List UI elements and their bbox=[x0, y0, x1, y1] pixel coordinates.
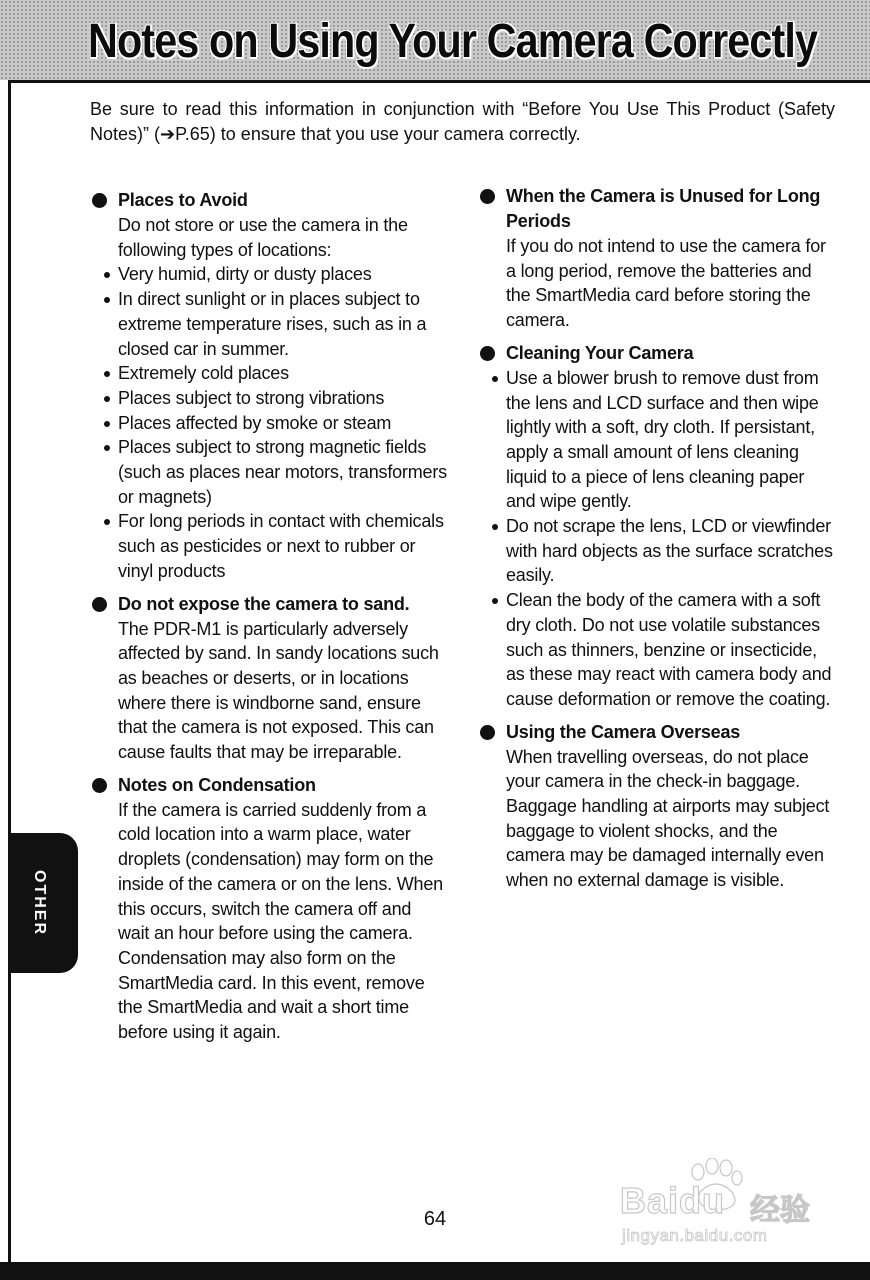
small-bullet-icon bbox=[492, 524, 498, 530]
list-item: Clean the body of the camera with a soft dry cloth. Do not use volatile substances such as thinners, benzine or insecticide, as these may react with camera body and cause deformation or remove the coating. bbox=[506, 588, 835, 712]
watermark-brand: Baidu bbox=[620, 1180, 726, 1221]
section-heading-text: Notes on Condensation bbox=[118, 774, 316, 795]
list-item: Places affected by smoke or steam bbox=[118, 411, 447, 436]
watermark-url: jingyan.baidu.com bbox=[622, 1226, 768, 1245]
list-item: For long periods in contact with chemicals such as pesticides or next to rubber or vinyl products bbox=[118, 509, 447, 583]
small-bullet-icon bbox=[104, 519, 110, 525]
section-unused-long-periods bbox=[480, 184, 835, 333]
section-body: If you do not intend to use the camera for a long period, remove the batteries and the SmartMedia card before storing the camera. bbox=[506, 236, 826, 331]
small-bullet-icon bbox=[104, 396, 110, 402]
list-item: Places subject to strong vibrations bbox=[118, 386, 447, 411]
small-bullet-icon bbox=[104, 371, 110, 377]
section-sand bbox=[92, 592, 447, 765]
bullet-dot-icon bbox=[92, 778, 107, 793]
side-tab-label: OTHER bbox=[31, 870, 48, 936]
bullet-dot-icon bbox=[480, 346, 495, 361]
list-item: In direct sunlight or in places subject to extreme temperature rises, such as in a closed car in summer. bbox=[118, 287, 447, 361]
list-item: Extremely cold places bbox=[118, 361, 447, 386]
section-heading bbox=[480, 720, 835, 745]
section-heading bbox=[480, 184, 835, 234]
section-heading-text: Places to Avoid bbox=[118, 190, 248, 210]
list-item: Places subject to strong magnetic fields (such as places near motors, transformers or magnets) bbox=[118, 435, 447, 509]
section-body: When travelling overseas, do not place your camera in the check-in baggage. Baggage handling at airports may subject baggage to violent shocks, and the camera may be damaged internally even when no external damage is visible. bbox=[506, 746, 830, 891]
section-body: Do not store or use the camera in the following types of locations: bbox=[118, 215, 408, 260]
header-rule bbox=[10, 80, 870, 83]
small-bullet-icon bbox=[492, 376, 498, 382]
list-item: Do not scrape the lens, LCD or viewfinder with hard objects as the surface scratches easily. bbox=[506, 514, 835, 588]
places-list bbox=[92, 262, 447, 583]
watermark-chinese: 经验 bbox=[750, 1194, 810, 1227]
section-body: The PDR-M1 is particularly adversely affected by sand. In sandy locations such as beaches or deserts, or in locations where there is windborne sand, ensure that the camera is not exposed. This can cause faults that may be irreparable. bbox=[118, 618, 439, 763]
section-condensation bbox=[92, 773, 447, 1045]
section-heading-text: Using the Camera Overseas bbox=[506, 721, 741, 742]
left-column bbox=[92, 188, 447, 1053]
section-heading-text: When the Camera is Unused for Long Periods bbox=[506, 186, 821, 231]
list-item: Very humid, dirty or dusty places bbox=[118, 262, 447, 287]
section-overseas bbox=[480, 720, 835, 893]
intro-paragraph: Be sure to read this information in conjunction with “Before You Use This Product (Safety Notes)” (➔P.65) to ensure that you use your camera correctly. bbox=[90, 99, 835, 144]
bullet-dot-icon bbox=[480, 725, 495, 740]
section-heading-text: Cleaning Your Camera bbox=[506, 342, 694, 363]
list-item: Use a blower brush to remove dust from the lens and LCD surface and then wipe lightly with a soft, dry cloth. If persistant, apply a small amount of lens cleaning liquid to a piece of lens cleaning paper and wipe gently. bbox=[506, 366, 835, 514]
bullet-dot-icon bbox=[92, 597, 107, 612]
page-number: 64 bbox=[423, 1208, 447, 1230]
section-cleaning bbox=[480, 341, 835, 712]
section-body: If the camera is carried suddenly from a cold location into a warm place, water droplets (condensation) may form on the inside of the camera or on the lens. When this occurs, switch the camera off and wait an hour before using the camera. Condensation may also form on the SmartMedia card. In this event, remove the SmartMedia and wait a short time before using it again. bbox=[118, 799, 443, 1043]
bullet-dot-icon bbox=[92, 193, 107, 208]
watermark bbox=[600, 1158, 840, 1258]
small-bullet-icon bbox=[492, 598, 498, 604]
section-places-to-avoid bbox=[92, 188, 447, 584]
section-heading bbox=[92, 592, 447, 617]
left-frame-rule bbox=[8, 80, 11, 1265]
section-heading bbox=[92, 773, 447, 798]
small-bullet-icon bbox=[104, 272, 110, 278]
right-column bbox=[480, 184, 835, 901]
section-heading-text: Do not expose the camera to sand. bbox=[118, 593, 410, 614]
cleaning-list bbox=[480, 366, 835, 712]
small-bullet-icon bbox=[104, 421, 110, 427]
small-bullet-icon bbox=[104, 445, 110, 451]
section-heading bbox=[480, 341, 835, 366]
bottom-frame-rule bbox=[0, 1262, 870, 1280]
section-heading bbox=[92, 188, 447, 213]
bullet-dot-icon bbox=[480, 189, 495, 204]
page-title: Notes on Using Your Camera Correctly bbox=[88, 15, 818, 68]
small-bullet-icon bbox=[104, 297, 110, 303]
